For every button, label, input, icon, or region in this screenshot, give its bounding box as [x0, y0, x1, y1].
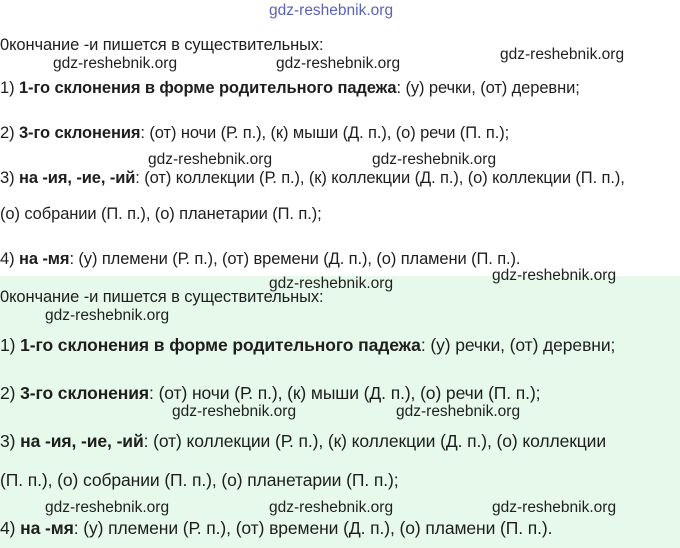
rule-examples: : (от) коллекции (Р. п.), (к) коллекции (Д. п.), (о) коллекции	[143, 431, 607, 451]
rule-bold-label: на -ия, -ие, -ий	[20, 431, 144, 451]
site-watermark-header: gdz-reshebnik.org	[269, 2, 394, 19]
rule-examples: : (у) речки, (от) деревни;	[420, 335, 616, 355]
site-watermark: gdz-reshebnik.org	[45, 499, 170, 516]
item-number: 1)	[0, 335, 16, 355]
rule-item-4	[0, 250, 520, 269]
rule-bold-label: на -мя	[20, 518, 74, 538]
rule-item-3-continuation: (П. п.), (о) собрании (П. п.), (о) планетарии (П. п.);	[0, 470, 399, 490]
site-watermark: gdz-reshebnik.org	[269, 499, 394, 516]
site-watermark: gdz-reshebnik.org	[172, 403, 297, 420]
site-watermark: gdz-reshebnik.org	[372, 151, 497, 168]
rule-bold-label: 3-го склонения	[18, 124, 141, 142]
rule-item-3-continuation: (о) собрании (П. п.), (о) планетарии (П. п.);	[0, 205, 322, 223]
rule-bold-label: на -ия, -ие, -ий	[18, 169, 136, 187]
site-watermark: gdz-reshebnik.org	[269, 275, 394, 292]
site-watermark: gdz-reshebnik.org	[492, 499, 617, 516]
site-watermark: gdz-reshebnik.org	[148, 151, 273, 168]
rule-examples: : (у) речки, (от) деревни;	[396, 79, 580, 97]
item-number: 2)	[0, 124, 15, 142]
item-number: 4)	[0, 250, 15, 268]
rule-bold-label: 1-го склонения в форме родительного падежа	[20, 335, 421, 355]
rule-examples: : (у) племени (Р. п.), (от) времени (Д. п.), (о) пламени (П. п.).	[69, 250, 521, 268]
item-number: 3)	[0, 431, 16, 451]
intro-text: 0кончание -и пишется в существительных:	[0, 288, 324, 306]
site-watermark: gdz-reshebnik.org	[500, 46, 625, 63]
rule-examples: : (от) ночи (Р. п.), (к) мыши (Д. п.), (о) речи (П. п.);	[140, 124, 510, 142]
site-watermark: gdz-reshebnik.org	[53, 55, 178, 72]
site-watermark: gdz-reshebnik.org	[492, 267, 617, 284]
rule-item-1	[0, 335, 615, 356]
rule-bold-label: 1-го склонения в форме родительного падежа	[18, 79, 397, 97]
rule-item-2	[0, 383, 540, 404]
rule-item-3	[0, 431, 606, 452]
site-watermark: gdz-reshebnik.org	[396, 403, 521, 420]
item-number: 3)	[0, 169, 15, 187]
rule-item-2	[0, 124, 509, 143]
rule-item-3	[0, 169, 625, 188]
item-number: 4)	[0, 518, 16, 538]
rule-item-4	[0, 518, 552, 539]
rule-item-1	[0, 79, 580, 98]
rule-bold-label: 3-го склонения	[20, 383, 150, 403]
item-number: 2)	[0, 383, 16, 403]
item-number: 1)	[0, 79, 15, 97]
rule-bold-label: на -мя	[18, 250, 70, 268]
rule-examples: : (от) коллекции (Р. п.), (к) коллекции (Д. п.), (о) коллекции (П. п.),	[135, 169, 625, 187]
site-watermark: gdz-reshebnik.org	[45, 307, 170, 324]
rule-examples: : (от) ночи (Р. п.), (к) мыши (Д. п.), (о) речи (П. п.);	[149, 383, 541, 403]
intro-text: 0кончание -и пишется в существительных:	[0, 36, 324, 54]
rule-examples: : (у) племени (Р. п.), (от) времени (Д. п.), (о) пламени (П. п.).	[73, 518, 553, 538]
site-watermark: gdz-reshebnik.org	[276, 55, 401, 72]
